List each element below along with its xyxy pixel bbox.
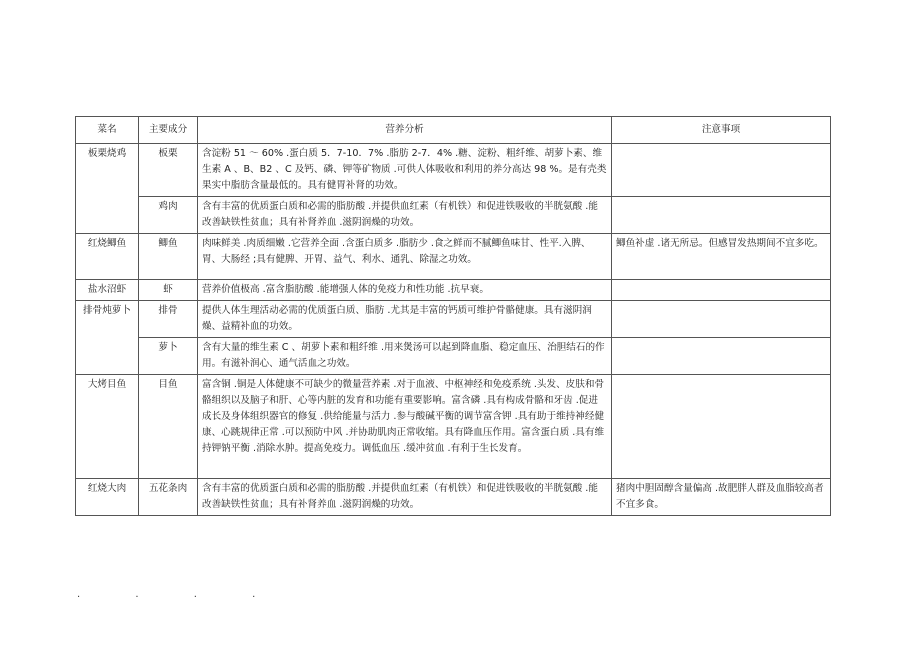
ingredient-name: 萝卜 — [139, 338, 198, 375]
nutrition-analysis: 含有丰富的优质蛋白质和必需的脂肪酸 .并提供血红素（有机铁）和促进铁吸收的半胱氨酸 .能改善缺铁性贫血；具有补肾养血 .滋阴润燥的功效。 — [198, 479, 612, 516]
header-dish: 菜名 — [76, 117, 139, 144]
ingredient-name: 目鱼 — [139, 375, 198, 479]
nutrition-analysis: 含有大量的维生素 C 、胡萝卜素和粗纤维 .用来煲汤可以起到降血脂、稳定血压、治胆结石的作用。有滋补润心、通气活血之功效。 — [198, 338, 612, 375]
table-row — [76, 144, 831, 197]
dish-name: 红烧大肉 — [76, 479, 139, 516]
ingredient-name: 五花条肉 — [139, 479, 198, 516]
note-cell — [612, 144, 831, 197]
header-analysis: 营养分析 — [198, 117, 612, 144]
nutrition-analysis: 提供人体生理活动必需的优质蛋白质、脂肪 .尤其是丰富的钙质可维护骨骼健康。具有滋阴润燥、益精补血的功效。 — [198, 301, 612, 338]
note-cell: 鲫鱼补虚 .诸无所忌。但感冒发热期间不宜多吃。 — [612, 234, 831, 280]
table-row — [76, 338, 831, 375]
note-cell — [612, 338, 831, 375]
note-cell — [612, 375, 831, 479]
nutrition-analysis: 营养价值极高 .富含脂肪酸 .能增强人体的免疫力和性功能 .抗早衰。 — [198, 280, 612, 301]
dish-name: 大烤目鱼 — [76, 375, 139, 479]
nutrition-analysis: 富含铜 .铜是人体健康不可缺少的微量营养素 .对于血液、中枢神经和免疫系统 .头发、皮肤和骨骼组织以及脑子和肝、心等内脏的发育和功能有重要影响。富含磷 .具有构成骨骼和牙齿 .促进成长及身体组织器官的修复 .供给能量与活力 .参与酸碱平衡的调节富含钾 .具有助于维持神经健康、心跳规律正常 .可以预防中风 .并协助肌肉正常收缩。具有降血压作用。富含蛋白质 .具有维持钾钠平衡 .消除水肿。提高免疫力。调低血压 .缓冲贫血 .有利于生长发育。 — [198, 375, 612, 479]
dish-name: 板栗烧鸡 — [76, 144, 139, 234]
ingredient-name: 鲫鱼 — [139, 234, 198, 280]
note-cell — [612, 301, 831, 338]
nutrition-analysis: 含淀粉 51 ～ 60% .蛋白质 5．7-10．7% .脂肪 2-7．4% .糖、淀粉、粗纤维、胡萝卜素、维生素 A 、B、B2 、C 及钙、磷、钾等矿物质 .可供人体吸收和利用的养分高达 98 %。是有壳类果实中脂肪含量最低的。具有健胃补肾的功效。 — [198, 144, 612, 197]
ingredient-name: 虾 — [139, 280, 198, 301]
nutrition-analysis: 含有丰富的优质蛋白质和必需的脂肪酸 .并提供血红素（有机铁）和促进铁吸收的半胱氨酸 .能改善缺铁性贫血；具有补肾养血 .滋阴润燥的功效。 — [198, 197, 612, 234]
table-row — [76, 234, 831, 280]
table-row — [76, 375, 831, 479]
table-row — [76, 479, 831, 516]
header-ingredient: 主要成分 — [139, 117, 198, 144]
table-row — [76, 197, 831, 234]
nutrition-analysis: 肉味鲜美 .肉质细嫩 .它营养全面 .含蛋白质多 .脂肪少 .食之鲜而不腻鲫鱼味甘、性平.入脾、胃、大肠经 ;具有健脾、开胃、益气、利水、通乳、除湿之功效。 — [198, 234, 612, 280]
dish-name: 盐水沼虾 — [76, 280, 139, 301]
dish-name: 排骨炖萝卜 — [76, 301, 139, 375]
table-row — [76, 280, 831, 301]
footer-dots: . . . . — [77, 589, 282, 600]
table-row — [76, 301, 831, 338]
note-cell — [612, 280, 831, 301]
ingredient-name: 排骨 — [139, 301, 198, 338]
header-notes: 注意事项 — [612, 117, 831, 144]
dish-name: 红烧鲫鱼 — [76, 234, 139, 280]
table-header-row — [76, 117, 831, 144]
note-cell: 猪肉中胆固醇含量偏高 .故肥胖人群及血脂较高者不宜多食。 — [612, 479, 831, 516]
note-cell — [612, 197, 831, 234]
ingredient-name: 板栗 — [139, 144, 198, 197]
ingredient-name: 鸡肉 — [139, 197, 198, 234]
nutrition-table — [75, 116, 831, 516]
